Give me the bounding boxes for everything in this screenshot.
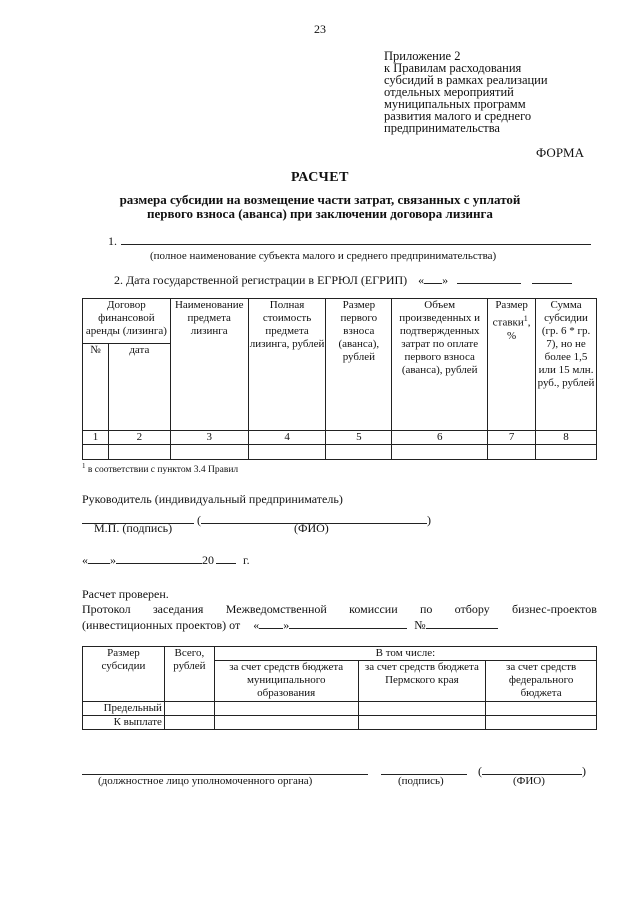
date-year-line[interactable] xyxy=(216,552,236,564)
paren-close: ) xyxy=(427,513,431,527)
head-label: Руководитель (индивидуальный предприниматель) xyxy=(82,492,343,506)
col-number: 5 xyxy=(326,431,392,445)
quote-close: » xyxy=(283,618,290,632)
protocol-number-line[interactable] xyxy=(426,617,498,629)
reg-month-line[interactable] xyxy=(457,272,521,284)
table-cell[interactable] xyxy=(358,716,486,730)
table-cell[interactable] xyxy=(326,445,392,460)
protocol-number-label: № xyxy=(414,618,426,632)
official-signature-line[interactable] xyxy=(381,763,467,775)
table-cell[interactable] xyxy=(488,445,536,460)
field-2 xyxy=(114,272,572,288)
protocol-line-2 xyxy=(82,617,498,633)
fio-caption-bottom: (ФИО) xyxy=(513,775,545,787)
checked-label: Расчет проверен. xyxy=(82,587,169,601)
date-year-suffix: г. xyxy=(243,553,250,567)
field-1-caption: (полное наименование субъекта малого и среднего предпринимательства) xyxy=(150,250,497,262)
footnote-mark: 1 xyxy=(82,462,86,470)
field-2-label: 2. Дата государственной регистрации в ЕГРЮЛ (ЕГРИП) xyxy=(114,273,408,287)
date-year-prefix: 20 xyxy=(202,553,214,567)
table-cell[interactable] xyxy=(248,445,326,460)
header-first-payment: Размер первого взноса (аванса), рублей xyxy=(326,299,392,431)
appendix-line: Приложение 2 xyxy=(384,49,461,63)
table-cell[interactable] xyxy=(358,702,486,716)
footnote-text: в соответствии с пунктом 3.4 Правил xyxy=(85,465,239,476)
header-cost: Полная стоимость предмета лизинга, рублей xyxy=(248,299,326,431)
header-item: Наименование предмета лизинга xyxy=(170,299,248,431)
lease-calc-table xyxy=(82,298,597,460)
header-subsidy-size: Размер субсидии xyxy=(83,647,165,702)
protocol-word: бизнес-проектов xyxy=(511,602,597,616)
paren-close: ) xyxy=(582,764,586,778)
table-cell[interactable] xyxy=(83,445,109,460)
header-rate-text: Размер ставки xyxy=(492,299,528,329)
header-rate xyxy=(488,299,536,431)
appendix-line: к Правилам расходования xyxy=(384,61,522,75)
protocol-word: комиссии xyxy=(349,602,398,616)
col-number: 8 xyxy=(536,431,597,445)
appendix-line: субсидий в рамках реализации xyxy=(384,73,548,87)
signature-caption: (подпись) xyxy=(398,775,444,787)
row-label-payout: К выплате xyxy=(83,716,165,730)
entity-name-line[interactable] xyxy=(121,233,591,245)
header-number: № xyxy=(83,344,109,431)
document-subtitle xyxy=(60,193,580,221)
header-rate-pct: , % xyxy=(507,316,531,342)
paren-open: ( xyxy=(478,764,482,778)
official-fio-line[interactable] xyxy=(482,763,582,775)
appendix-line: муниципальных программ xyxy=(384,97,526,111)
protocol-word: Протокол xyxy=(82,602,131,616)
reg-year-line[interactable] xyxy=(532,272,572,284)
quote-open: « xyxy=(253,618,260,632)
header-volume: Объем произведенных и подтвержденных затрат по оплате первого взноса (аванса), рублей xyxy=(392,299,488,431)
table-cell[interactable] xyxy=(164,702,214,716)
page-number: 23 xyxy=(314,22,326,36)
quote-open: « xyxy=(418,273,425,287)
header-perm-budget: за счет средств бюджета Пермского края xyxy=(358,661,486,702)
table-cell[interactable] xyxy=(214,716,358,730)
protocol-word: по xyxy=(419,602,433,616)
col-number: 4 xyxy=(248,431,326,445)
appendix-line: предпринимательства xyxy=(384,121,500,135)
header-rate-sup: 1 xyxy=(523,314,528,323)
col-number: 2 xyxy=(108,431,170,445)
header-date: дата xyxy=(108,344,170,431)
footnote xyxy=(82,462,238,475)
subsidy-summary-table xyxy=(82,646,597,730)
stamp-signature-caption: М.П. (подпись) xyxy=(94,521,173,535)
col-number: 7 xyxy=(488,431,536,445)
protocol-day-line[interactable] xyxy=(259,617,283,629)
subtitle-line: первого взноса (аванса) при заключении договора лизинга xyxy=(147,206,493,221)
protocol-line xyxy=(82,602,597,617)
reg-day-line[interactable] xyxy=(424,272,442,284)
header-contract: Договор финансовой аренды (лизинга) xyxy=(83,299,171,344)
header-including: В том числе: xyxy=(214,647,596,661)
official-caption: (должностное лицо уполномоченного органа) xyxy=(98,775,313,787)
form-label: ФОРМА xyxy=(536,145,584,160)
table-cell[interactable] xyxy=(486,702,597,716)
table-cell[interactable] xyxy=(536,445,597,460)
field-1 xyxy=(108,233,591,249)
row-label-limit: Предельный xyxy=(83,702,165,716)
table-cell[interactable] xyxy=(486,716,597,730)
signing-date xyxy=(82,552,250,568)
table-cell[interactable] xyxy=(214,702,358,716)
quote-close: » xyxy=(442,273,449,287)
header-total: Всего, рублей xyxy=(164,647,214,702)
table-cell[interactable] xyxy=(108,445,170,460)
header-subsidy-sum: Сумма субсидии (гр. 6 * гр. 7), но не более 1,5 или 15 млн. руб., рублей xyxy=(536,299,597,431)
field-1-number: 1. xyxy=(108,234,117,248)
col-number: 6 xyxy=(392,431,488,445)
protocol-month-line[interactable] xyxy=(289,617,407,629)
protocol-text: (инвестиционных проектов) от xyxy=(82,618,241,632)
header-municipal-budget: за счет средств бюджета муниципального образования xyxy=(214,661,358,702)
quote-open: « xyxy=(82,553,88,567)
date-month-line[interactable] xyxy=(116,552,202,564)
col-number: 1 xyxy=(83,431,109,445)
protocol-word: заседания xyxy=(152,602,204,616)
protocol-word: Межведомственной xyxy=(225,602,327,616)
appendix-line: отдельных мероприятий xyxy=(384,85,514,99)
table-cell[interactable] xyxy=(392,445,488,460)
paren-open: ( xyxy=(197,513,201,527)
document-title: РАСЧЕТ xyxy=(291,170,349,185)
col-number: 3 xyxy=(170,431,248,445)
subtitle-line: размера субсидии на возмещение части затрат, связанных с уплатой xyxy=(119,192,521,207)
official-name-line[interactable] xyxy=(82,763,368,775)
appendix-line: развития малого и среднего xyxy=(384,109,532,123)
quote-close: » xyxy=(110,553,116,567)
fio-caption: (ФИО) xyxy=(294,521,329,535)
header-federal-budget: за счет средств федерального бюджета xyxy=(486,661,597,702)
appendix-block xyxy=(384,50,614,134)
table-cell[interactable] xyxy=(164,716,214,730)
protocol-word: отбору xyxy=(454,602,490,616)
date-day-line[interactable] xyxy=(88,552,110,564)
table-cell[interactable] xyxy=(170,445,248,460)
